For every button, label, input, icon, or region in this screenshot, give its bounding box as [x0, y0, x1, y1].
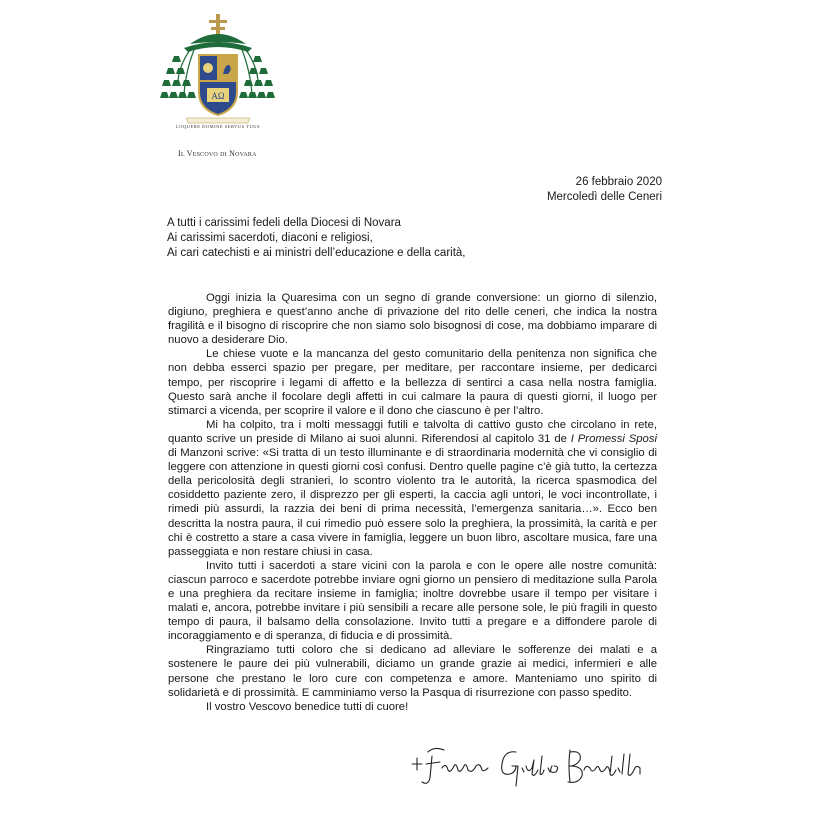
body-paragraph: Le chiese vuote e la mancanza del gesto comunitario della penitenza non significa che non debba esserci spazio per pregare, per meditare, per raccontare insieme, per dedicarci tempo, per riscoprire i legami di affetto e la bellezza di sentirci a casa nella nostra famiglia. Questo sarà anche il focolare degli affetti in cui calmare la paura di questi giorni, il luogo per stimarci a vicenda, per scoprire il valore e il dono che ciascuno è per l’altro.	[168, 348, 657, 417]
episcopal-coat-of-arms-icon	[160, 14, 276, 124]
letter-date: 26 febbraio 2020	[575, 176, 662, 188]
body-paragraph: Oggi inizia la Quaresima con un segno di grande conversione: un giorno di silenzio, digiuno, preghiera e quest’anno anche di privazione del rito delle ceneri, che indica la nostra fragilità e il bisogno di riscoprire che non siamo solo bisognosi di cose, ma dobbiamo imparare di nuovo a desiderare Dio.	[168, 292, 657, 347]
date-block	[547, 175, 662, 205]
body-paragraph	[168, 418, 657, 559]
recipient-line: Ai carissimi sacerdoti, diaconi e religiosi,	[167, 232, 373, 244]
body-paragraph: Ringraziamo tutti coloro che si dedicano ad alleviare le sofferenze dei malati e a sostenere le paure dei più vulnerabili, diciamo un grande grazie ai medici, infermieri e alle persone che prestano le loro cure con competenza e amore. Manteniamo uno spirito di solidarietà e di prossimità. E camminiamo verso la Pasqua di risurrezione con passo spedito.	[168, 644, 657, 699]
sender-heading: Il Vescovo di Novara	[178, 149, 257, 158]
book-title: I Promessi Sposi	[570, 432, 657, 445]
body-paragraph: Il vostro Vescovo benedice tutti di cuore!	[206, 700, 409, 713]
paragraph-text: Mi ha colpito, tra i molti messaggi futili e talvolta di cattivo gusto che circolano in rete, quanto scrive un preside di Milano ai suoi alunni. Riferendosi al capitolo 31 de	[168, 418, 657, 445]
crest-motto: LOQUERE DOMINE SERVUS TUUS	[176, 124, 260, 129]
recipients-block	[167, 216, 466, 261]
handwritten-signature	[408, 742, 644, 792]
shield-letters: AΩ	[211, 91, 225, 101]
liturgical-day: Mercoledì delle Ceneri	[546, 191, 662, 203]
paragraph-text: di Manzoni scrive: «Si tratta di un testo illuminante e di straordinaria modernità che vi consiglio di leggere con attenzione in questi giorni così confusi. Dentro quelle pagine c’è già tutto, la certezza della pericolosità degli stranieri, lo scontro violento tra le autorità, la ricerca spasmodica del cosiddetto paziente zero, il disprezzo per gli esperti, la caccia agli untori, le voci incontrollate, i rimedi più assurdi, la razzia dei beni di prima necessità, l’emergenza sanitaria…». Ecco ben descritta la nostra paura, il cui rimedio può essere solo la preghiera, la prossimità, la carità e per chi è costretto a stare a casa vivere in famiglia, leggere un buon libro, ascoltare musica, fare una passeggiata e non restare chiusi in casa.	[168, 447, 657, 558]
recipient-line: Ai cari catechisti e ai ministri dell’educazione e della carità,	[167, 247, 466, 259]
body-paragraph: Invito tutti i sacerdoti a stare vicini con la parola e con le opere alle nostre comunità: ciascun parroco e sacerdote potrebbe inviare ogni giorno un pensiero di meditazione sulla Parola e una preghiera da recitare insieme in famiglia; inoltre dovrebbe usare il tempo per visitare i malati e, ancora, potrebbe invitare i più sensibili a recare alle persone sole, le più fragili in questo tempo di paura, il balsamo della consolazione. Invito tutti a pregare e a diffondere parole di incoraggiamento e di speranza, di fiducia e di prossimità.	[168, 559, 657, 643]
recipient-line: A tutti i carissimi fedeli della Diocesi di Novara	[167, 217, 401, 229]
letter-body	[168, 291, 657, 714]
